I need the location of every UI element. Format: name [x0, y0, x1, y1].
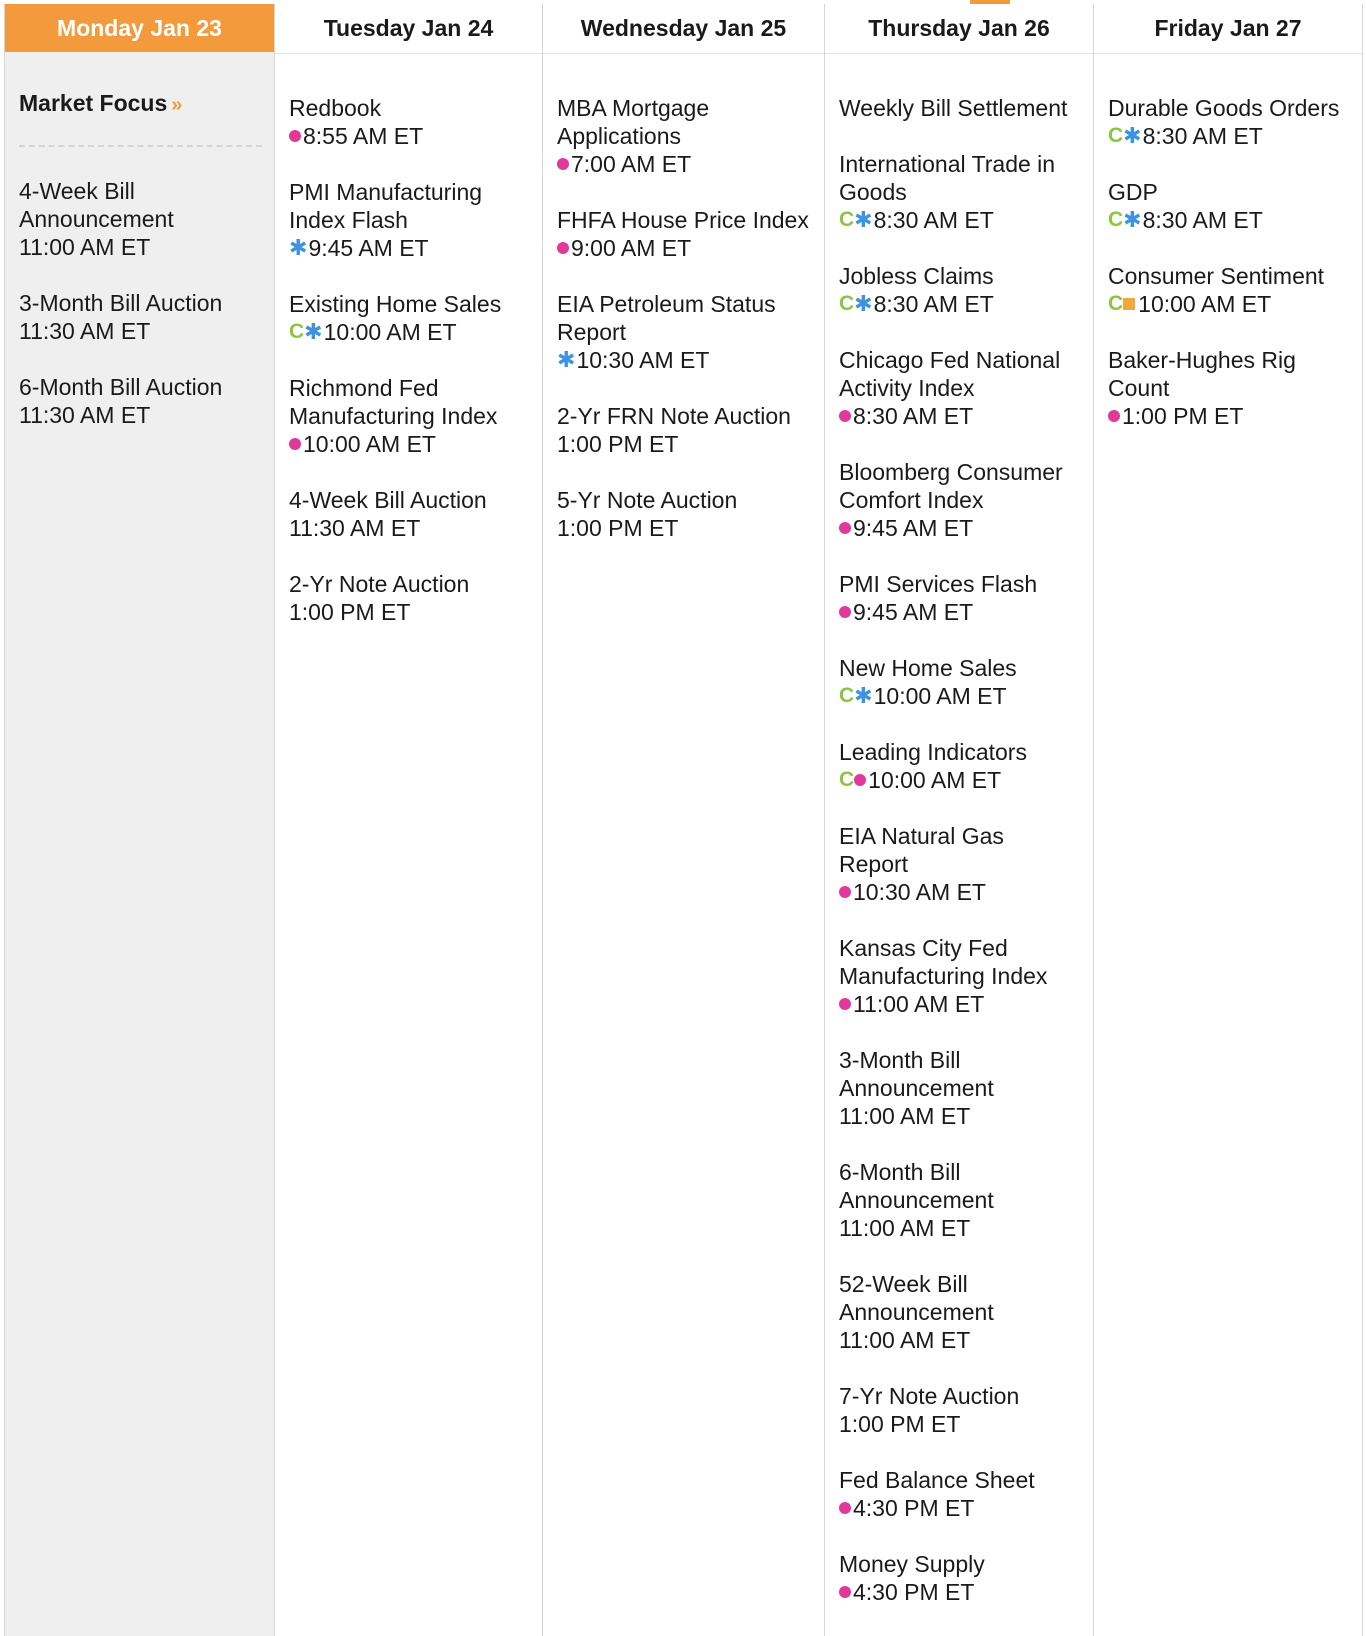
day-header-thursday[interactable]: Thursday Jan 26 — [825, 4, 1093, 54]
green-c-icon: C — [1108, 292, 1124, 315]
event-item[interactable] — [1108, 178, 1348, 234]
event-time: 11:00 AM ET — [839, 1327, 971, 1353]
event-time: 9:00 AM ET — [571, 235, 692, 261]
event-time-row — [19, 233, 260, 261]
event-item[interactable] — [839, 1158, 1079, 1242]
blue-star-icon: ✱ — [1123, 123, 1142, 148]
magenta-dot-icon — [854, 774, 866, 786]
event-name[interactable]: 5-Yr Note Auction — [557, 487, 738, 513]
event-time-row — [1108, 122, 1348, 150]
event-time-row — [289, 234, 528, 262]
event-time: 10:00 AM ET — [868, 767, 1002, 793]
event-time-row — [557, 514, 810, 542]
event-time: 10:00 AM ET — [1138, 291, 1272, 317]
magenta-dot-icon — [839, 522, 851, 534]
event-item[interactable] — [839, 1046, 1079, 1130]
event-time-row — [839, 206, 1079, 234]
green-c-icon: C — [839, 292, 855, 315]
event-time-row — [557, 346, 810, 374]
event-time: 4:30 PM ET — [853, 1579, 975, 1605]
event-time-row — [557, 430, 810, 458]
event-time-row — [19, 401, 260, 429]
event-name[interactable]: PMI Services Flash — [839, 571, 1038, 597]
day-events-monday — [5, 52, 274, 429]
magenta-dot-icon — [839, 410, 851, 422]
event-item[interactable] — [557, 486, 810, 542]
magenta-dot-icon — [839, 998, 851, 1010]
magenta-dot-icon — [1108, 410, 1120, 422]
event-item[interactable] — [839, 1550, 1079, 1606]
event-name[interactable]: 3-Month Bill Announcement — [839, 1047, 994, 1101]
event-name[interactable]: PMI Manufacturing Index Flash — [289, 179, 483, 233]
event-time-row — [839, 1494, 1079, 1522]
event-name[interactable]: Consumer Sentiment — [1108, 263, 1325, 289]
blue-star-icon: ✱ — [854, 291, 873, 316]
green-c-icon: C — [839, 208, 855, 231]
event-item[interactable] — [19, 289, 260, 345]
blue-star-icon: ✱ — [1123, 207, 1142, 232]
event-item[interactable] — [557, 94, 810, 178]
blue-star-icon: ✱ — [304, 319, 323, 344]
event-name[interactable]: 7-Yr Note Auction — [839, 1383, 1020, 1409]
event-time: 8:30 AM ET — [873, 291, 994, 317]
event-time-row — [289, 318, 528, 346]
event-time-row — [1108, 206, 1348, 234]
event-time: 11:00 AM ET — [853, 991, 985, 1017]
event-time: 11:00 AM ET — [839, 1103, 971, 1129]
event-time: 11:30 AM ET — [289, 515, 421, 541]
blue-star-icon: ✱ — [289, 235, 308, 260]
event-time: 11:00 AM ET — [19, 234, 151, 260]
day-header-monday[interactable]: Monday Jan 23 — [5, 4, 274, 52]
day-column-thursday — [825, 4, 1094, 1636]
event-time: 10:00 AM ET — [873, 683, 1007, 709]
event-time: 7:00 AM ET — [571, 151, 692, 177]
event-name[interactable]: EIA Natural Gas Report — [839, 823, 1004, 877]
event-item[interactable] — [557, 290, 810, 374]
event-name[interactable]: 6-Month Bill Auction — [19, 374, 223, 400]
event-item[interactable] — [289, 374, 528, 458]
event-name[interactable]: Richmond Fed Manufacturing Index — [289, 375, 498, 429]
event-name[interactable]: Chicago Fed National Activity Index — [839, 347, 1061, 401]
event-time-row — [289, 598, 528, 626]
event-name[interactable]: FHFA House Price Index — [557, 207, 809, 233]
event-name[interactable]: Weekly Bill Settlement — [839, 95, 1068, 121]
event-item[interactable] — [839, 262, 1079, 318]
event-item[interactable] — [839, 346, 1079, 430]
day-column-wednesday — [543, 4, 825, 1636]
event-time: 8:30 AM ET — [1142, 207, 1263, 233]
event-time-row — [839, 290, 1079, 318]
event-name[interactable]: Fed Balance Sheet — [839, 1467, 1035, 1493]
day-header-tuesday[interactable]: Tuesday Jan 24 — [275, 4, 542, 54]
event-time-row — [839, 1326, 1079, 1354]
event-time: 8:30 AM ET — [853, 403, 974, 429]
event-time: 8:55 AM ET — [303, 123, 424, 149]
day-header-wednesday[interactable]: Wednesday Jan 25 — [543, 4, 824, 54]
event-time-row — [289, 514, 528, 542]
magenta-dot-icon — [839, 886, 851, 898]
day-header-friday[interactable]: Friday Jan 27 — [1094, 4, 1362, 54]
event-name[interactable]: Jobless Claims — [839, 263, 994, 289]
day-column-tuesday — [275, 4, 543, 1636]
event-name[interactable]: 52-Week Bill Announcement — [839, 1271, 994, 1325]
event-item[interactable] — [557, 206, 810, 262]
event-item[interactable] — [1108, 94, 1348, 150]
day-events-tuesday — [275, 54, 542, 626]
day-events-wednesday — [543, 54, 824, 542]
event-time-row — [1108, 290, 1348, 318]
green-c-icon: C — [839, 768, 855, 791]
event-time: 9:45 AM ET — [308, 235, 429, 261]
event-time-row — [839, 1214, 1079, 1242]
event-time: 11:30 AM ET — [19, 402, 151, 428]
event-item[interactable] — [839, 458, 1079, 542]
day-column-friday — [1094, 4, 1363, 1636]
day-events-thursday — [825, 54, 1093, 1606]
event-time: 1:00 PM ET — [839, 1411, 961, 1437]
day-column-monday — [5, 4, 275, 1636]
event-item[interactable] — [289, 570, 528, 626]
event-name[interactable]: 4-Week Bill Auction — [289, 487, 487, 513]
event-time: 1:00 PM ET — [289, 599, 411, 625]
event-item[interactable] — [839, 1382, 1079, 1438]
event-item[interactable] — [839, 822, 1079, 906]
magenta-dot-icon — [839, 1502, 851, 1514]
green-c-icon: C — [1108, 124, 1124, 147]
event-name[interactable]: 2-Yr FRN Note Auction — [557, 403, 791, 429]
event-name[interactable]: MBA Mortgage Applications — [557, 95, 710, 149]
event-time-row — [839, 1410, 1079, 1438]
event-time-row — [839, 514, 1079, 542]
magenta-dot-icon — [839, 1586, 851, 1598]
magenta-dot-icon — [289, 438, 301, 450]
event-name[interactable]: 3-Month Bill Auction — [19, 290, 223, 316]
event-item[interactable] — [19, 373, 260, 429]
event-name[interactable]: GDP — [1108, 179, 1158, 205]
event-time-row — [839, 990, 1079, 1018]
event-item[interactable] — [839, 1466, 1079, 1522]
event-name[interactable]: Kansas City Fed Manufacturing Index — [839, 935, 1048, 989]
event-item[interactable] — [289, 94, 528, 150]
event-name[interactable]: Existing Home Sales — [289, 291, 502, 317]
event-item[interactable] — [839, 94, 1079, 122]
event-time: 10:30 AM ET — [853, 879, 986, 905]
event-item[interactable] — [289, 178, 528, 262]
event-item[interactable] — [839, 738, 1079, 794]
event-time: 9:45 AM ET — [853, 515, 974, 541]
event-name[interactable]: EIA Petroleum Status Report — [557, 291, 776, 345]
market-focus-label[interactable]: Market Focus — [19, 90, 168, 116]
event-name[interactable]: 4-Week Bill Announcement — [19, 178, 174, 232]
event-time-row — [1108, 402, 1348, 430]
event-time: 9:45 AM ET — [853, 599, 974, 625]
event-time: 8:30 AM ET — [873, 207, 994, 233]
event-item[interactable] — [557, 402, 810, 458]
event-time-row — [839, 1102, 1079, 1130]
event-time-row — [557, 234, 810, 262]
event-time-row — [557, 150, 810, 178]
event-time-row — [839, 402, 1079, 430]
event-time: 4:30 PM ET — [853, 1495, 975, 1521]
event-time: 8:30 AM ET — [1142, 123, 1263, 149]
event-name[interactable]: 2-Yr Note Auction — [289, 571, 470, 597]
event-time-row — [839, 682, 1079, 710]
magenta-dot-icon — [839, 606, 851, 618]
event-item[interactable] — [839, 1270, 1079, 1354]
event-item[interactable] — [839, 570, 1079, 626]
blue-star-icon: ✱ — [854, 683, 873, 708]
event-time-row — [19, 317, 260, 345]
event-time-row — [289, 122, 528, 150]
event-item[interactable] — [839, 654, 1079, 710]
event-time: 1:00 PM ET — [557, 431, 679, 457]
green-c-icon: C — [289, 320, 305, 343]
event-name[interactable]: Durable Goods Orders — [1108, 95, 1340, 121]
event-name[interactable]: New Home Sales — [839, 655, 1017, 681]
event-time-row — [839, 766, 1079, 794]
event-time-row — [839, 598, 1079, 626]
green-c-icon: C — [839, 684, 855, 707]
double-chevron-right-icon: » — [171, 94, 183, 116]
event-item[interactable] — [839, 934, 1079, 1018]
event-time: 10:00 AM ET — [323, 319, 457, 345]
event-time-row — [289, 430, 528, 458]
event-time: 1:00 PM ET — [1122, 403, 1244, 429]
event-name[interactable]: Redbook — [289, 95, 382, 121]
event-item[interactable] — [289, 290, 528, 346]
economic-calendar — [4, 4, 1363, 1636]
event-item[interactable] — [289, 486, 528, 542]
event-time: 1:00 PM ET — [557, 515, 679, 541]
event-name[interactable]: International Trade in Goods — [839, 151, 1056, 205]
magenta-dot-icon — [557, 158, 569, 170]
event-time: 11:00 AM ET — [839, 1215, 971, 1241]
event-item[interactable] — [839, 150, 1079, 234]
event-name[interactable]: Money Supply — [839, 1551, 985, 1577]
event-time: 10:30 AM ET — [576, 347, 710, 373]
event-time-row — [839, 1578, 1079, 1606]
event-name[interactable]: Leading Indicators — [839, 739, 1027, 765]
market-focus-link[interactable] — [19, 90, 262, 147]
orange-square-icon — [1123, 298, 1135, 310]
day-events-friday — [1094, 54, 1362, 430]
blue-star-icon: ✱ — [854, 207, 873, 232]
blue-star-icon: ✱ — [557, 347, 576, 372]
magenta-dot-icon — [557, 242, 569, 254]
event-item[interactable] — [1108, 346, 1348, 430]
event-name[interactable]: Bloomberg Consumer Comfort Index — [839, 459, 1063, 513]
green-c-icon: C — [1108, 208, 1124, 231]
event-item[interactable] — [19, 177, 260, 261]
event-name[interactable]: Baker-Hughes Rig Count — [1108, 347, 1296, 401]
magenta-dot-icon — [289, 130, 301, 142]
event-name[interactable]: 6-Month Bill Announcement — [839, 1159, 994, 1213]
event-item[interactable] — [1108, 262, 1348, 318]
event-time-row — [839, 878, 1079, 906]
event-time: 11:30 AM ET — [19, 318, 151, 344]
event-time: 10:00 AM ET — [303, 431, 436, 457]
